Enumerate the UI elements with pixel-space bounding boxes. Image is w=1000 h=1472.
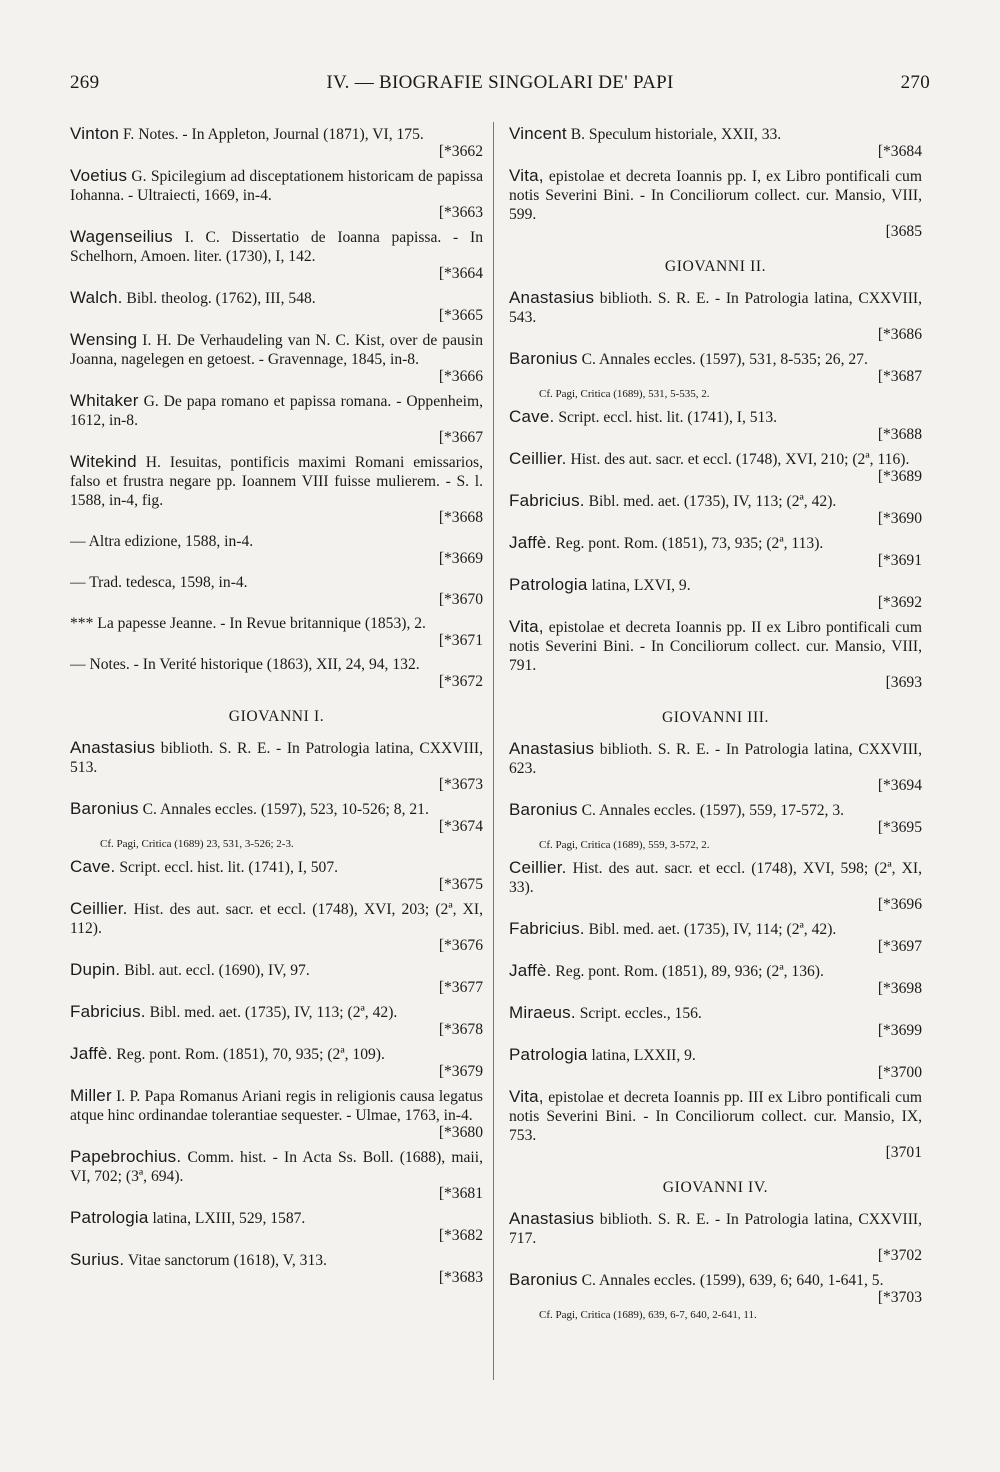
page-header <box>70 72 930 100</box>
bibliography-entry <box>70 452 483 527</box>
entry-text: epistolae et decreta Ioannis pp. II ex Libro pontificali cum notis Severini Bini. - In Conciliorum collect. cur. Mansio, VIII, 791. <box>509 619 922 674</box>
entry-number: [*3699 <box>877 1022 922 1039</box>
entries-group <box>509 288 922 386</box>
citation-note: Cf. Pagi, Critica (1689), 559, 3-572, 2. <box>539 839 710 851</box>
entry-number: [*3698 <box>877 980 922 997</box>
bibliography-entry <box>509 407 922 444</box>
entry-text: Hist. des aut. sacr. et eccl. (1748), XVI, 203; (2ª, XI, 112). <box>70 901 483 937</box>
entry-text: I. P. Papa Romanus Ariani regis in religionis causa legatus atque hinc ordinandae tolerantiae sequester. - Ulmae, 1763, in-4. <box>70 1088 483 1124</box>
running-title: IV. — BIOGRAFIE SINGOLARI DE' PAPI <box>326 72 674 93</box>
bibliography-entry <box>70 857 483 894</box>
entries-group <box>70 738 483 836</box>
entry-text: Script. eccles., 156. <box>575 1005 702 1022</box>
bibliography-entry <box>70 960 483 997</box>
bibliography-entry <box>509 617 922 692</box>
bibliography-entry <box>509 1045 922 1082</box>
entry-author: Ceillier. <box>70 899 128 918</box>
entry-number: [*3694 <box>877 777 922 794</box>
entries-group <box>509 124 922 241</box>
citation-note: Cf. Pagi, Critica (1689), 639, 6-7, 640, 2-641, 11. <box>539 1309 757 1321</box>
entry-text: Script. eccl. hist. lit. (1741), I, 507. <box>115 859 339 876</box>
entry-number: [*3664 <box>438 265 483 282</box>
entry-author: Patrologia <box>509 1045 588 1064</box>
entry-text: Script. eccl. hist. lit. (1741), I, 513. <box>554 409 778 426</box>
entry-author: Baronius <box>509 349 578 368</box>
entries-group <box>509 739 922 837</box>
bibliography-entry <box>509 919 922 956</box>
entry-number: [*3678 <box>438 1021 483 1038</box>
citation-note: Cf. Pagi, Critica (1689) 23, 531, 3-526; 2-3. <box>100 838 294 850</box>
bibliography-entry <box>509 739 922 795</box>
entry-number: [*3703 <box>877 1289 922 1306</box>
entry-number: [*3668 <box>438 509 483 526</box>
entry-author: Surius. <box>70 1250 125 1269</box>
entry-number: [*3696 <box>877 896 922 913</box>
citation-note: Cf. Pagi, Critica (1689), 531, 5-535, 2. <box>539 388 710 400</box>
bibliography-entry <box>70 391 483 447</box>
entry-text: latina, LXXII, 9. <box>587 1047 696 1064</box>
entry-number: [*3682 <box>438 1227 483 1244</box>
page-number-right: 270 <box>900 72 930 93</box>
entry-number: [*3675 <box>438 876 483 893</box>
entry-author: Vita, <box>509 166 544 185</box>
entry-number: [*3690 <box>877 510 922 527</box>
entry-text: Bibl. aut. eccl. (1690), IV, 97. <box>120 962 310 979</box>
entry-text: Bibl. med. aet. (1735), IV, 113; (2ª, 42). <box>145 1004 398 1021</box>
entry-text: — Altra edizione, 1588, in-4. <box>70 533 254 550</box>
entry-text: Reg. pont. Rom. (1851), 70, 935; (2ª, 109). <box>112 1046 385 1063</box>
entry-author: Miraeus. <box>509 1003 576 1022</box>
bibliography-entry <box>70 899 483 955</box>
bibliography-entry <box>509 858 922 914</box>
entry-author: Ceillier. <box>509 449 567 468</box>
entry-text: biblioth. S. R. E. - In Patrologia latina, CXXVIII, 717. <box>509 1211 922 1247</box>
bibliography-entry <box>70 288 483 325</box>
entry-author: Cave. <box>70 857 116 876</box>
entry-number: [*3680 <box>438 1124 483 1141</box>
section-heading: GIOVANNI II. <box>664 258 767 275</box>
bibliography-entry <box>70 1147 483 1203</box>
entry-number: [*3674 <box>438 818 483 835</box>
bibliography-entry <box>509 1270 922 1307</box>
entry-text: C. Annales eccles. (1597), 531, 8-535; 26, 27. <box>577 351 868 368</box>
bibliography-entry <box>70 738 483 794</box>
entry-author: Baronius <box>509 1270 578 1289</box>
entry-number: [*3687 <box>877 368 922 385</box>
entry-author: Ceillier. <box>509 858 567 877</box>
entry-author: Anastasius <box>509 288 595 307</box>
entry-number: [*3702 <box>877 1247 922 1264</box>
entry-number: [*3684 <box>877 143 922 160</box>
entry-text: — Trad. tedesca, 1598, in-4. <box>70 574 248 591</box>
entry-number: [*3695 <box>877 819 922 836</box>
section-heading: GIOVANNI I. <box>228 708 325 725</box>
entry-text: G. Spicilegium ad disceptationem historicam de papissa Iohanna. - Ultraiecti, 1669, in-4. <box>70 168 483 204</box>
section-heading: GIOVANNI III. <box>661 709 770 726</box>
entries-group <box>509 1209 922 1307</box>
entries-group <box>70 124 483 691</box>
bibliography-entry <box>70 1002 483 1039</box>
entry-number: [3701 <box>885 1144 922 1161</box>
entry-author: Anastasius <box>509 1209 595 1228</box>
bibliography-entry <box>70 1208 483 1245</box>
entry-author: Walch. <box>70 288 123 307</box>
entry-number: [*3679 <box>438 1063 483 1080</box>
bibliography-entry <box>509 1003 922 1040</box>
entry-text: H. Iesuitas, pontificis maximi Romani emissarios, falso et frustra negare pp. Ioannem VIII fuisse mulierem. - S. l. 1588, in-4, fig. <box>70 454 483 509</box>
entry-number: [*3665 <box>438 307 483 324</box>
entry-text: G. De papa romano et papissa romana. - Oppenheim, 1612, in-8. <box>70 393 483 429</box>
entry-number: [*3691 <box>877 552 922 569</box>
entry-number: [*3700 <box>877 1064 922 1081</box>
entry-text: latina, LXIII, 529, 1587. <box>148 1210 306 1227</box>
entry-author: Jaffè. <box>509 961 552 980</box>
entry-text: Comm. hist. - In Acta Ss. Boll. (1688), maii, VI, 702; (3ª, 694). <box>70 1149 483 1185</box>
page-number-left: 269 <box>70 72 100 93</box>
entry-number: [*3686 <box>877 326 922 343</box>
entry-author: Miller <box>70 1086 112 1105</box>
entry-author: Wagenseilius <box>70 227 173 246</box>
entry-author: Vinton <box>70 124 120 143</box>
bibliography-entry <box>509 491 922 528</box>
entry-number: [*3663 <box>438 204 483 221</box>
entry-author: Fabricius. <box>509 491 585 510</box>
entry-author: Whitaker <box>70 391 139 410</box>
entry-text: Hist. des aut. sacr. et eccl. (1748), XVI, 210; (2ª, 116). <box>566 451 910 468</box>
bibliography-entry <box>70 799 483 836</box>
entry-text: I. C. Dissertatio de Ioanna papissa. - In Schelhorn, Amoen. liter. (1730), I, 142. <box>70 229 483 265</box>
bibliography-entry <box>70 124 483 161</box>
bibliography-entry <box>509 533 922 570</box>
entry-text: biblioth. S. R. E. - In Patrologia latina, CXXVIII, 543. <box>509 290 922 326</box>
entry-number: [3693 <box>885 674 922 691</box>
entry-number: [*3667 <box>438 429 483 446</box>
bibliography-entry <box>70 614 483 650</box>
entry-text: — Notes. - In Verité historique (1863), XII, 24, 94, 132. <box>70 656 420 673</box>
bibliography-entry <box>70 1086 483 1142</box>
entry-author: Anastasius <box>70 738 156 757</box>
bibliography-entry <box>70 330 483 386</box>
entry-number: [*3669 <box>438 550 483 567</box>
entry-text: Hist. des aut. sacr. et eccl. (1748), XVI, 598; (2ª, XI, 33). <box>509 860 922 896</box>
bibliography-entry <box>509 166 922 241</box>
entry-author: Witekind <box>70 452 137 471</box>
column-divider <box>493 122 494 1380</box>
entry-text: B. Speculum historiale, XXII, 33. <box>566 126 782 143</box>
entry-number: [*3692 <box>877 594 922 611</box>
bibliography-entry <box>509 961 922 998</box>
entry-author: Anastasius <box>509 739 595 758</box>
bibliography-entry <box>509 449 922 486</box>
bibliography-entry <box>70 655 483 691</box>
entry-text: Bibl. med. aet. (1735), IV, 113; (2ª, 42). <box>584 493 837 510</box>
bibliography-entry <box>70 1250 483 1287</box>
entry-text: I. H. De Verhaudeling van N. C. Kist, over de pausin Joanna, nagelegen en getoest. - Gravennage, 1845, in-8. <box>70 332 483 368</box>
bibliography-entry <box>509 800 922 837</box>
entry-author: Baronius <box>509 800 578 819</box>
entry-number: [*3681 <box>438 1185 483 1202</box>
entry-author: Jaffè. <box>509 533 552 552</box>
entry-author: Papebrochius. <box>70 1147 182 1166</box>
entry-text: biblioth. S. R. E. - In Patrologia latina, CXXVIII, 513. <box>70 740 483 776</box>
entry-number: [*3666 <box>438 368 483 385</box>
entry-author: Vita, <box>509 617 544 636</box>
bibliography-entry <box>509 288 922 344</box>
entry-text: biblioth. S. R. E. - In Patrologia latina, CXXVIII, 623. <box>509 741 922 777</box>
entry-author: Vita, <box>509 1087 544 1106</box>
entry-author: Cave. <box>509 407 555 426</box>
bibliography-entry <box>70 166 483 222</box>
entry-author: Jaffè. <box>70 1044 113 1063</box>
entry-text: Bibl. med. aet. (1735), IV, 114; (2ª, 42). <box>584 921 837 938</box>
entry-number: [*3697 <box>877 938 922 955</box>
entry-author: Patrologia <box>70 1208 149 1227</box>
entry-number: [*3689 <box>877 468 922 485</box>
bibliography-entry <box>509 575 922 612</box>
entry-text: Reg. pont. Rom. (1851), 89, 936; (2ª, 136). <box>551 963 824 980</box>
entry-author: Patrologia <box>509 575 588 594</box>
entry-text: C. Annales eccles. (1599), 639, 6; 640, 1-641, 5. <box>577 1272 884 1289</box>
entry-author: Fabricius. <box>70 1002 146 1021</box>
entry-author: Baronius <box>70 799 139 818</box>
entry-text: epistolae et decreta Ioannis pp. I, ex Libro pontificali cum notis Severini Bini. - In Conciliorum collect. cur. Mansio, VIII, 599. <box>509 168 922 223</box>
bibliography-entry <box>509 124 922 161</box>
bibliography-entry <box>509 1209 922 1265</box>
bibliography-entry <box>509 349 922 386</box>
entry-number: [*3672 <box>438 673 483 690</box>
entry-number: [*3676 <box>438 937 483 954</box>
entry-number: [*3670 <box>438 591 483 608</box>
entry-text: Reg. pont. Rom. (1851), 73, 935; (2ª, 113). <box>551 535 824 552</box>
entry-text: *** La papesse Jeanne. - In Revue britannique (1853), 2. <box>70 615 426 632</box>
bibliography-entry <box>70 573 483 609</box>
entry-author: Voetius <box>70 166 128 185</box>
entry-author: Wensing <box>70 330 138 349</box>
right-column <box>509 124 922 1444</box>
entries-group <box>509 407 922 692</box>
entry-text: Bibl. theolog. (1762), III, 548. <box>122 290 316 307</box>
entry-text: latina, LXVI, 9. <box>587 577 691 594</box>
entry-number: [*3677 <box>438 979 483 996</box>
entry-number: [*3688 <box>877 426 922 443</box>
entry-number: [*3673 <box>438 776 483 793</box>
section-heading: GIOVANNI IV. <box>662 1179 769 1196</box>
entry-number: [*3683 <box>438 1269 483 1286</box>
entries-group <box>509 858 922 1162</box>
bibliography-entry <box>70 532 483 568</box>
entry-number: [3685 <box>885 223 922 240</box>
bibliography-entry <box>70 227 483 283</box>
entry-text: F. Notes. - In Appleton, Journal (1871), VI, 175. <box>119 126 424 143</box>
left-column <box>70 124 483 1444</box>
entry-author: Fabricius. <box>509 919 585 938</box>
entries-group <box>70 857 483 1287</box>
entry-author: Dupin. <box>70 960 121 979</box>
entry-author: Vincent <box>509 124 567 143</box>
entry-text: epistolae et decreta Ioannis pp. III ex Libro pontificali cum notis Severini Bini. - In Conciliorum collect. cur. Mansio, IX, 753. <box>509 1089 922 1144</box>
bibliography-entry <box>70 1044 483 1081</box>
entry-text: Vitae sanctorum (1618), V, 313. <box>124 1252 327 1269</box>
entry-text: C. Annales eccles. (1597), 559, 17-572, 3. <box>577 802 845 819</box>
entry-number: [*3662 <box>438 143 483 160</box>
entry-text: C. Annales eccles. (1597), 523, 10-526; 8, 21. <box>138 801 429 818</box>
bibliography-entry <box>509 1087 922 1162</box>
entry-number: [*3671 <box>438 632 483 649</box>
